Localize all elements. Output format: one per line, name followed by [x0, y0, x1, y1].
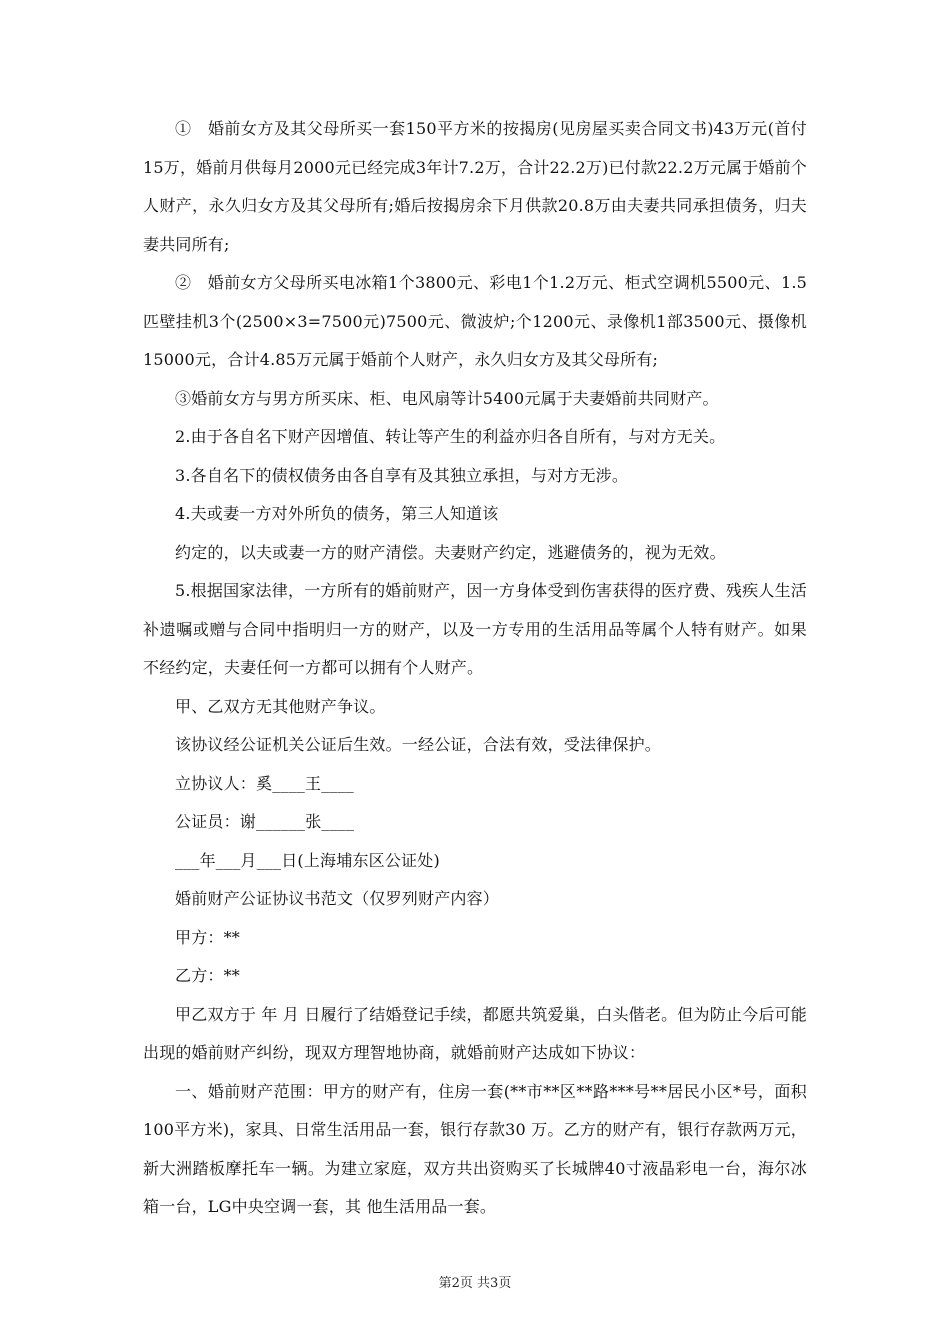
- paragraph: 4.夫或妻一方对外所负的债务，第三人知道该: [175, 504, 499, 523]
- paragraph: 该协议经公证机关公证后生效。一经公证，合法有效，受法律保护。: [175, 735, 662, 754]
- signatory-line: 立协议人：奚____王____: [175, 773, 355, 793]
- paragraph: 2.由于各自名下财产因增值、转让等产生的利益亦归各自所有，与对方无关。: [175, 427, 726, 446]
- page-number: 第2页 共3页: [438, 1276, 512, 1291]
- paragraph: ③婚前女方与男方所买床、柜、电风扇等计5400元属于夫妻婚前共同财产。: [175, 388, 719, 408]
- paragraph: 甲乙双方于 年 月 日履行了结婚登记手续，都愿共筑爱巢，白头偕老。但为防止今后可能出现的婚前财产纠纷，现双方理智地协商，就婚前财产达成如下协议：: [143, 1004, 807, 1062]
- document-body: [143, 110, 807, 1227]
- paragraph: 一、婚前财产范围：甲方的财产有，住房一套(**市**区**路***号**居民小区*号，面积100平方米)，家具、日常生活用品一套，银行存款30 万。乙方的财产有，银行存款两万元，新大洲踏板摩托车一辆。为建立家庭，双方共出资购买了长城牌40寸液晶彩电一台，海尔冰箱一台，LG中央空调一套，其 他生活用品一套。: [143, 1081, 807, 1216]
- section-title: 婚前财产公证协议书范文（仅罗列财产内容）: [175, 889, 500, 908]
- notary-line: 公证员：谢______张____: [175, 812, 355, 831]
- party-b-line: 乙方：**: [175, 966, 241, 985]
- paragraph: 5.根据国家法律，一方所有的婚前财产，因一方身体受到伤害获得的医疗费、残疾人生活补遗嘱或赠与合同中指明归一方的财产，以及一方专用的生活用品等属个人特有财产。如果不经约定，夫妻任何一方都可以拥有个人财产。: [143, 581, 807, 677]
- paragraph: 3.各自名下的债权债务由各自享有及其独立承担，与对方无涉。: [175, 465, 629, 485]
- paragraph: 甲、乙双方无其他财产争议。: [175, 696, 386, 716]
- date-line: ___年___月___日(上海埔东区公证处): [175, 850, 440, 870]
- party-a-line: 甲方：**: [175, 927, 241, 947]
- paragraph: 约定的，以夫或妻一方的财产清偿。夫妻财产约定，逃避债务的，视为无效。: [175, 542, 726, 562]
- paragraph: ② 婚前女方父母所买电冰箱1个3800元、彩电1个1.2万元、柜式空调机5500元、1.5匹壁挂机3个(2500×3=7500元)7500元、微波炉;个1200元、录像机1部3500元、摄像机15000元，合计4.85万元属于婚前个人财产，永久归女方及其父母所有;: [143, 273, 807, 369]
- paragraph: ① 婚前女方及其父母所买一套150平方米的按揭房(见房屋买卖合同文书)43万元(首付15万，婚前月供每月2000元已经完成3年计7.2万，合计22.2万)已付款22.2万元属于婚前个人财产，永久归女方及其父母所有;婚后按揭房余下月供款20.8万由夫妻共同承担债务，归夫妻共同所有;: [143, 119, 807, 254]
